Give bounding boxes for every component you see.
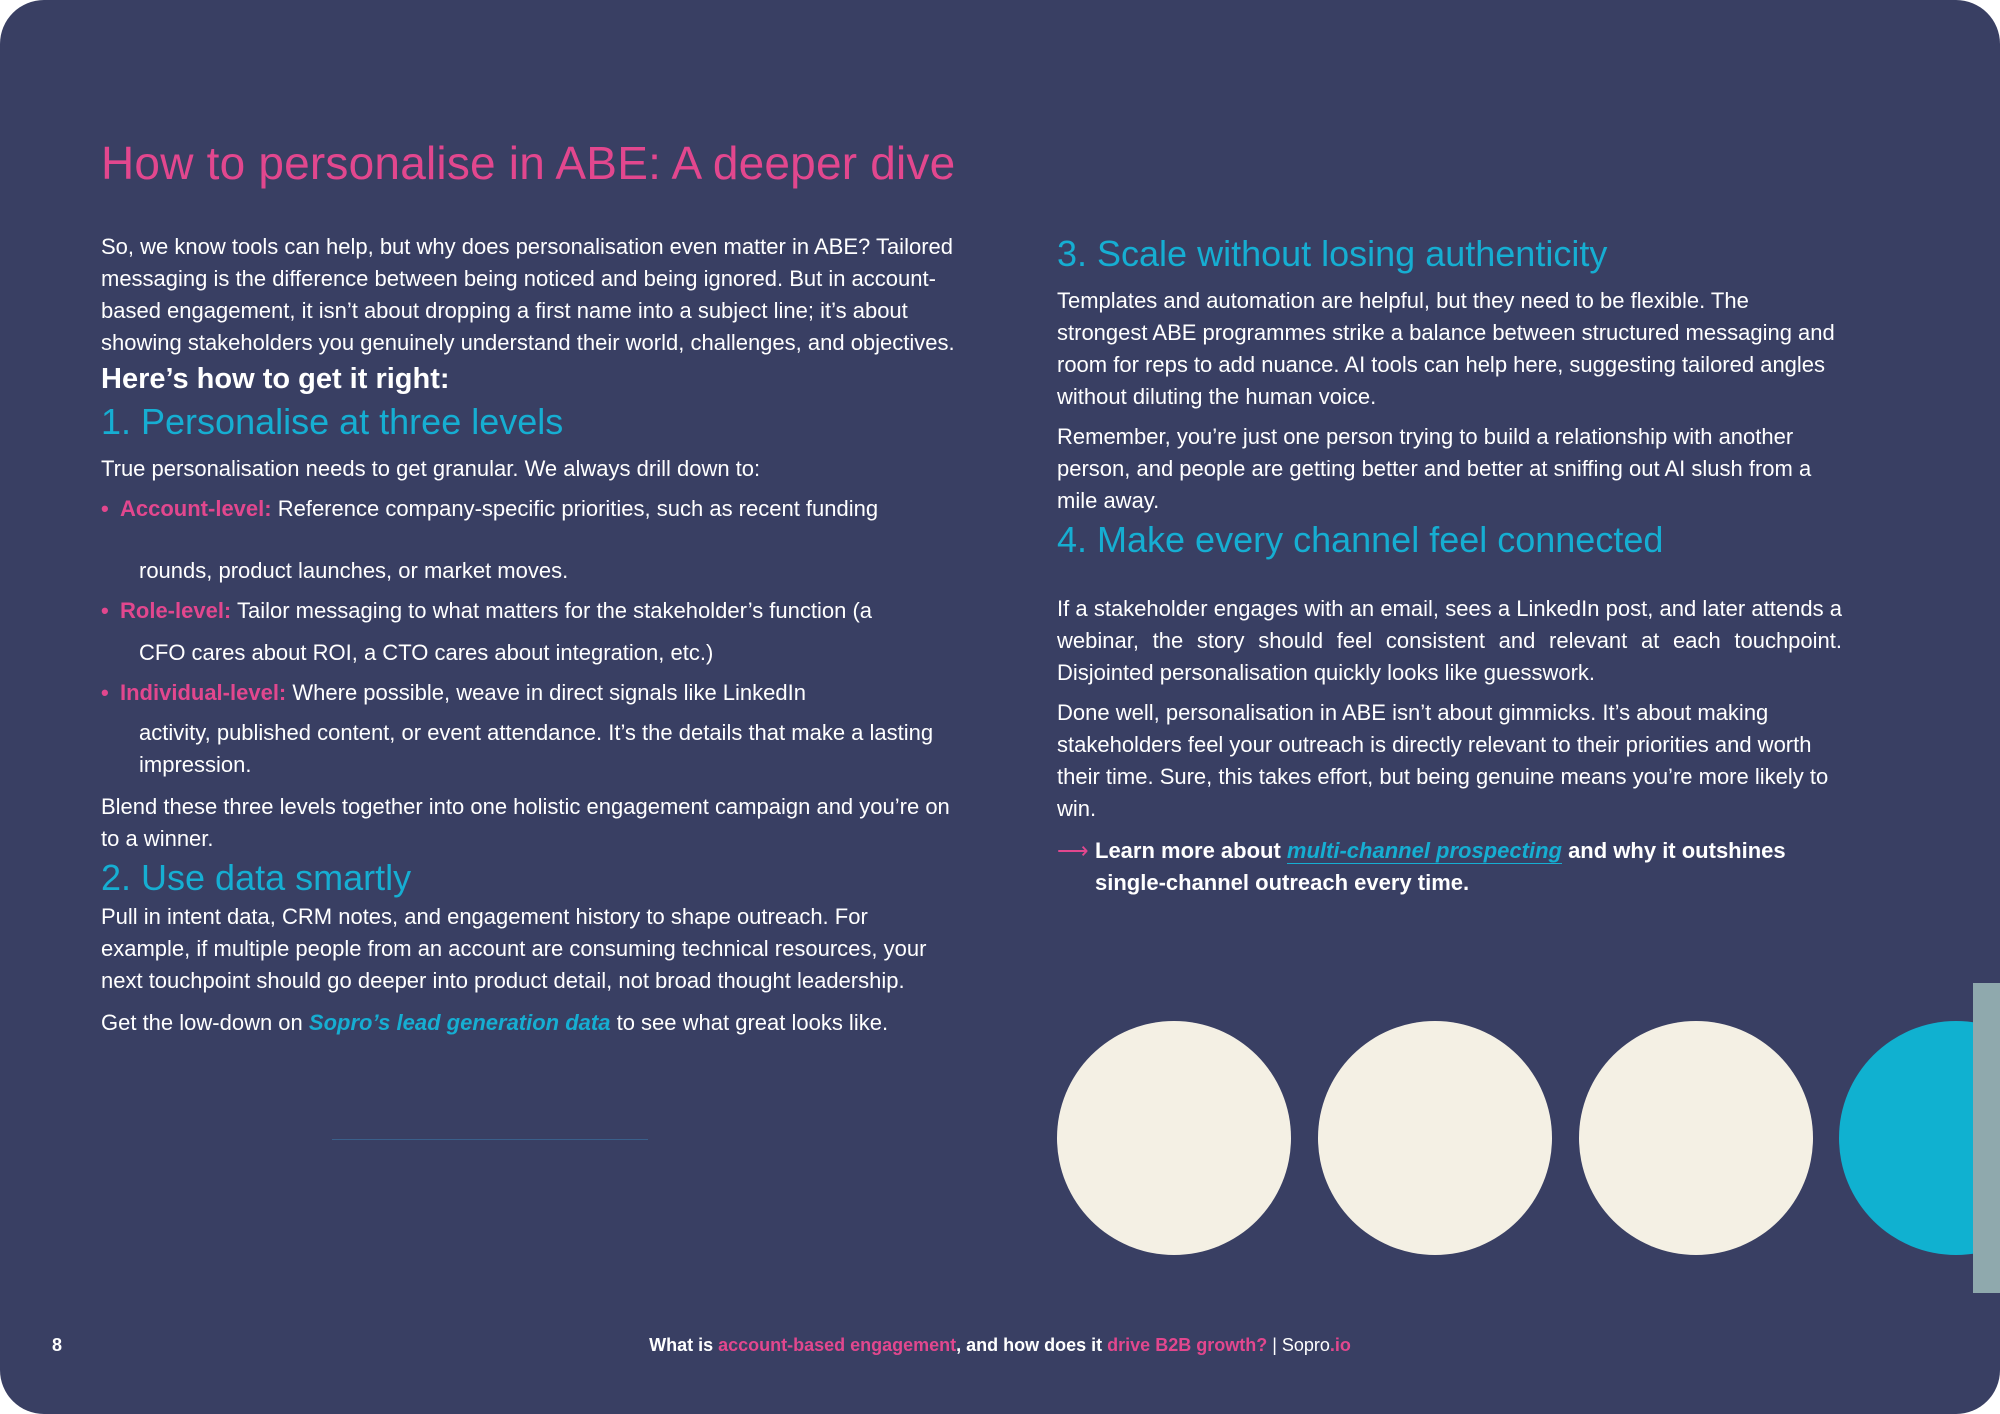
section-4-paragraph-1: If a stakeholder engages with an email, sees a LinkedIn post, and later attends a webinar, the story should feel consistent and relevant at each touchpoint. Disjointed personalisation quickly looks like guesswork. xyxy=(1057,596,1842,685)
left-column xyxy=(101,231,961,1039)
subheading: Here’s how to get it right: xyxy=(101,363,450,395)
bullet-label: Account-level: xyxy=(120,496,272,521)
page-title: How to personalise in ABE: A deeper dive xyxy=(101,137,956,189)
bullet-text: Reference company-specific priorities, such as recent funding xyxy=(271,496,879,521)
bullet-text: Tailor messaging to what matters for the stakeholder’s function (a xyxy=(231,598,873,623)
section-4-heading: 4. Make every channel feel connected xyxy=(1057,519,1664,560)
bullet-text-continued: activity, published content, or event attendance. It’s the details that make a lasting impression. xyxy=(139,720,934,777)
decorative-circle-cream xyxy=(1579,1021,1813,1255)
bullet-text-continued: rounds, product launches, or market moves. xyxy=(139,558,569,583)
bullet-dot: • xyxy=(101,680,109,705)
intro-paragraph: So, we know tools can help, but why does personalisation even matter in ABE? Tailored messaging is the difference between being noticed and being ignored. But in account-based engagement, it isn’t about dropping a first name into a subject line; it’s about showing stakeholders you genuinely understand their world, challenges, and objectives. xyxy=(101,234,955,355)
section-2-link-line: Get the low-down on Sopro’s lead generation data to see what great looks like. xyxy=(101,1010,889,1035)
learn-more-callout: ⟶ Learn more about multi-channel prospecting and why it outshines single-channel outreach every time. xyxy=(1057,835,1842,899)
bullet-label: Individual-level: xyxy=(120,680,287,705)
section-4-paragraph-2: Done well, personalisation in ABE isn’t about gimmicks. It’s about making stakeholders feel your outreach is directly relevant to their priorities and worth their time. Sure, this takes effort, but being genuine means you’re more likely to win. xyxy=(1057,700,1829,821)
footer-title: What is account-based engagement, and how does it drive B2B growth? | Sopro.io xyxy=(649,1335,1351,1355)
multi-channel-prospecting-link[interactable]: multi-channel prospecting xyxy=(1286,838,1562,863)
footer-brand: Sopro xyxy=(1281,1335,1330,1355)
decorative-circle-cream xyxy=(1318,1021,1552,1255)
section-1-heading: 1. Personalise at three levels xyxy=(101,401,564,442)
section-3-heading: 3. Scale without losing authenticity xyxy=(1057,233,1608,274)
bullet-dot: • xyxy=(101,496,109,521)
lead-generation-data-link[interactable]: Sopro’s lead generation data xyxy=(308,1010,611,1035)
bullet-dot: • xyxy=(101,598,109,623)
section-3-paragraph-2: Remember, you’re just one person trying to build a relationship with another person, and people are getting better and better at sniffing out AI slush from a mile away. xyxy=(1057,424,1812,513)
section-3-paragraph-1: Templates and automation are helpful, but they need to be flexible. The strongest ABE programmes strike a balance between structured messaging and room for reps to add nuance. AI tools can help here, suggesting tailored angles without diluting the human voice. xyxy=(1057,288,1835,409)
divider-line xyxy=(332,1139,648,1140)
bullet-label: Role-level: xyxy=(120,598,232,623)
section-2-heading: 2. Use data smartly xyxy=(101,857,412,898)
section-2-body: Pull in intent data, CRM notes, and engagement history to shape outreach. For example, if multiple people from an account are consuming technical resources, your next touchpoint should go deeper into product detail, not broad thought leadership. xyxy=(101,904,927,993)
bullet-role-level xyxy=(101,595,961,669)
section-1-outro: Blend these three levels together into one holistic engagement campaign and you’re on to a winner. xyxy=(101,794,950,851)
bullet-text: Where possible, weave in direct signals like LinkedIn xyxy=(286,680,806,705)
right-column xyxy=(1057,231,1842,899)
side-accent-bar xyxy=(1973,983,2000,1293)
bullet-text-continued: CFO cares about ROI, a CTO cares about integration, etc.) xyxy=(139,640,714,665)
bullet-individual-level xyxy=(101,677,961,781)
bullet-account-level xyxy=(101,493,961,587)
decorative-circle-cream xyxy=(1057,1021,1291,1255)
arrow-right-icon: ⟶ xyxy=(1057,838,1089,863)
page-number: 8 xyxy=(52,1335,63,1355)
section-1-intro: True personalisation needs to get granular. We always drill down to: xyxy=(101,456,761,481)
